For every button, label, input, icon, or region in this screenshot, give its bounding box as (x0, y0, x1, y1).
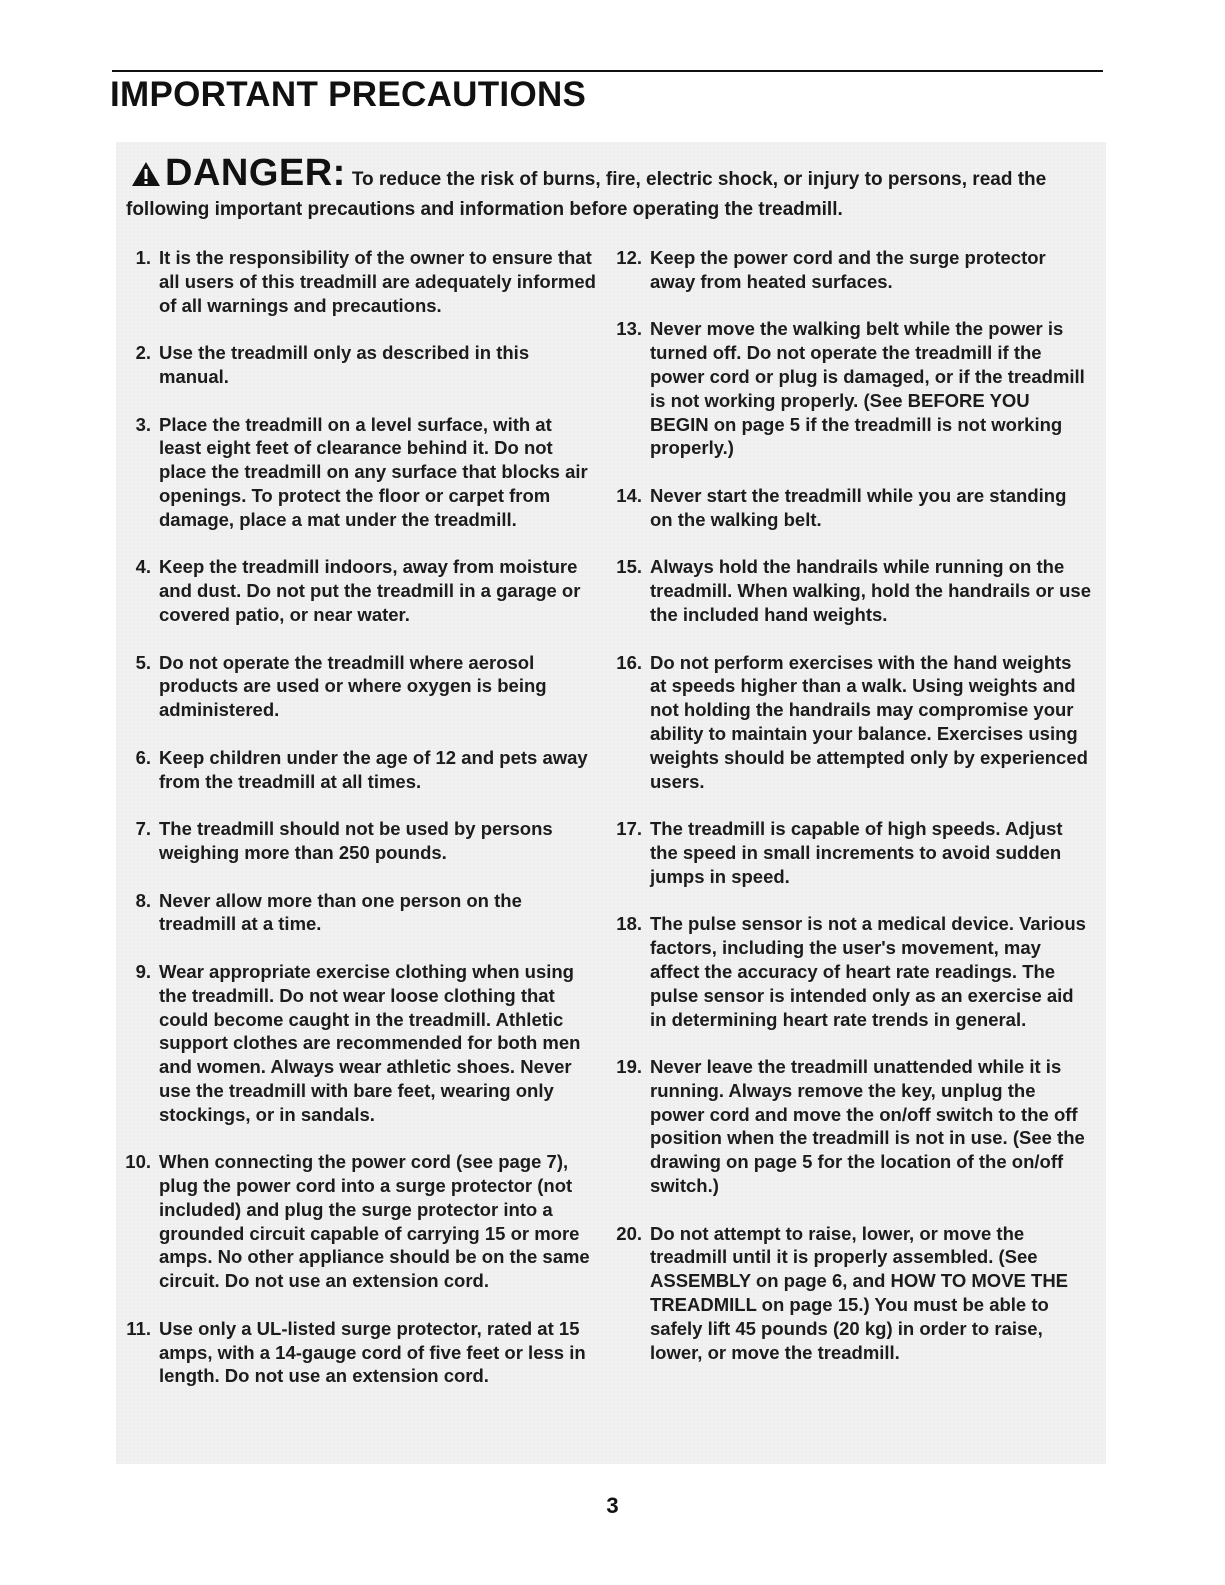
list-item (612, 1055, 1092, 1198)
item-number: 11. (126, 1317, 151, 1339)
list-item (124, 246, 599, 317)
danger-notice (126, 152, 1096, 223)
list-item (612, 817, 1092, 888)
list-item (612, 651, 1092, 794)
item-text: Place the treadmill on a level surface, with at least eight feet of clearance behind it. Do not place the treadmill on any surface that blocks air openings. To protect the floor or carpet from damage, place a mat under the treadmill. (159, 413, 588, 530)
list-item (612, 1222, 1092, 1365)
list-item (124, 555, 599, 626)
item-text: Never start the treadmill while you are standing on the walking belt. (650, 484, 1067, 530)
page-title: IMPORTANT PRECAUTIONS (110, 75, 587, 114)
item-number: 9. (135, 960, 151, 982)
item-text: Never allow more than one person on the treadmill at a time. (159, 889, 522, 935)
item-text: Keep the treadmill indoors, away from moisture and dust. Do not put the treadmill in a garage or covered patio, or near water. (159, 556, 581, 625)
item-text: Always hold the handrails while running on the treadmill. When walking, hold the handrails or use the included hand weights. (650, 556, 1091, 625)
list-item (612, 912, 1092, 1031)
page-number: 3 (606, 1493, 619, 1518)
item-number: 8. (135, 889, 151, 911)
list-item (612, 555, 1092, 626)
item-number: 2. (135, 342, 151, 364)
item-text: The treadmill is capable of high speeds. Adjust the speed in small increments to avoid sudden jumps in speed. (650, 818, 1063, 887)
item-text: The pulse sensor is not a medical device. Various factors, including the user's movement, may affect the accuracy of heart rate readings. The pulse sensor is intended only as an exercise aid in determining heart rate trends in general. (650, 913, 1086, 1030)
list-item (124, 413, 599, 532)
danger-intro-continued: following important precautions and information before operating the treadmill. (126, 199, 843, 220)
list-item (612, 246, 1092, 294)
item-number: 13. (616, 318, 642, 340)
list-item (124, 889, 599, 937)
item-number: 20. (616, 1222, 642, 1244)
danger-intro: To reduce the risk of burns, fire, electric shock, or injury to persons, read the (351, 169, 1047, 190)
item-number: 18. (616, 913, 642, 935)
left-column (124, 246, 599, 1412)
list-item (124, 1150, 599, 1293)
list-item (612, 317, 1092, 460)
item-number: 10. (125, 1151, 151, 1173)
item-number: 15. (616, 556, 642, 578)
list-item (612, 484, 1092, 532)
item-number: 5. (135, 651, 151, 673)
list-item (124, 746, 599, 794)
item-text: When connecting the power cord (see page 7), plug the power cord into a surge protector (not included) and plug the surge protector into a grounded circuit capable of carrying 15 or more amps. No other appliance should be on the same circuit. Do not use an extension cord. (159, 1151, 590, 1292)
item-number: 7. (135, 818, 151, 840)
item-text: Keep children under the age of 12 and pets away from the treadmill at all times. (159, 746, 588, 792)
item-number: 4. (135, 556, 151, 578)
item-number: 19. (616, 1056, 642, 1078)
item-text: Do not operate the treadmill where aerosol products are used or where oxygen is being administered. (159, 651, 547, 721)
item-text: Keep the power cord and the surge protector away from heated surfaces. (650, 247, 1046, 292)
danger-word: DANGER: (165, 152, 346, 194)
item-number: 14. (616, 484, 642, 506)
item-number: 16. (616, 651, 642, 673)
item-text: Never leave the treadmill unattended while it is running. Always remove the key, unplug the power cord and move the on/off switch to the off position when the treadmill is not in use. (See the drawing on page 5 for the location of the on/off switch.) (650, 1056, 1085, 1197)
warning-triangle-icon (131, 161, 161, 195)
item-text: Never move the walking belt while the power is turned off. Do not operate the treadmill if the power cord or plug is damaged, or if the treadmill is not working properly. (See BEFORE YOU BEGIN on page 5 if the treadmill is not working properly.) (650, 318, 1085, 459)
list-item (124, 1317, 599, 1388)
list-item (124, 960, 599, 1127)
list-item (124, 651, 599, 722)
item-text: The treadmill should not be used by persons weighing more than 250 pounds. (159, 818, 553, 863)
item-number: 12. (616, 247, 642, 268)
title-rule (112, 70, 1103, 72)
precautions-panel (116, 142, 1106, 1464)
item-number: 1. (135, 247, 151, 268)
item-text: It is the responsibility of the owner to ensure that all users of this treadmill are adequately informed of all warnings and precautions. (159, 247, 596, 316)
right-column (612, 246, 1092, 1388)
item-text: Do not attempt to raise, lower, or move the treadmill until it is properly assembled. (See ASSEMBLY on page 6, and HOW TO MOVE THE TREADMILL on page 15.) You must be able to safely lift 45 pounds (20 kg) in order to raise, lower, or move the treadmill. (650, 1222, 1069, 1363)
item-number: 6. (135, 746, 151, 768)
item-text: Do not perform exercises with the hand weights at speeds higher than a walk. Using weights and not holding the handrails may compromise your ability to maintain your balance. Exercises using weights should be attempted only by experienced users. (650, 651, 1088, 792)
item-text: Use the treadmill only as described in this manual. (159, 342, 530, 387)
list-item (124, 341, 599, 389)
item-number: 3. (135, 413, 151, 435)
item-text: Wear appropriate exercise clothing when using the treadmill. Do not wear loose clothing that could become caught in the treadmill. Athletic support clothes are recommended for both men and women. Always wear athletic shoes. Never use the treadmill with bare feet, wearing only stockings, or in sandals. (159, 960, 581, 1125)
item-number: 17. (616, 818, 642, 840)
list-item (124, 817, 599, 865)
item-text: Use only a UL-listed surge protector, rated at 15 amps, with a 14-gauge cord of five feet or less in length. Do not use an extension cord. (159, 1317, 586, 1387)
